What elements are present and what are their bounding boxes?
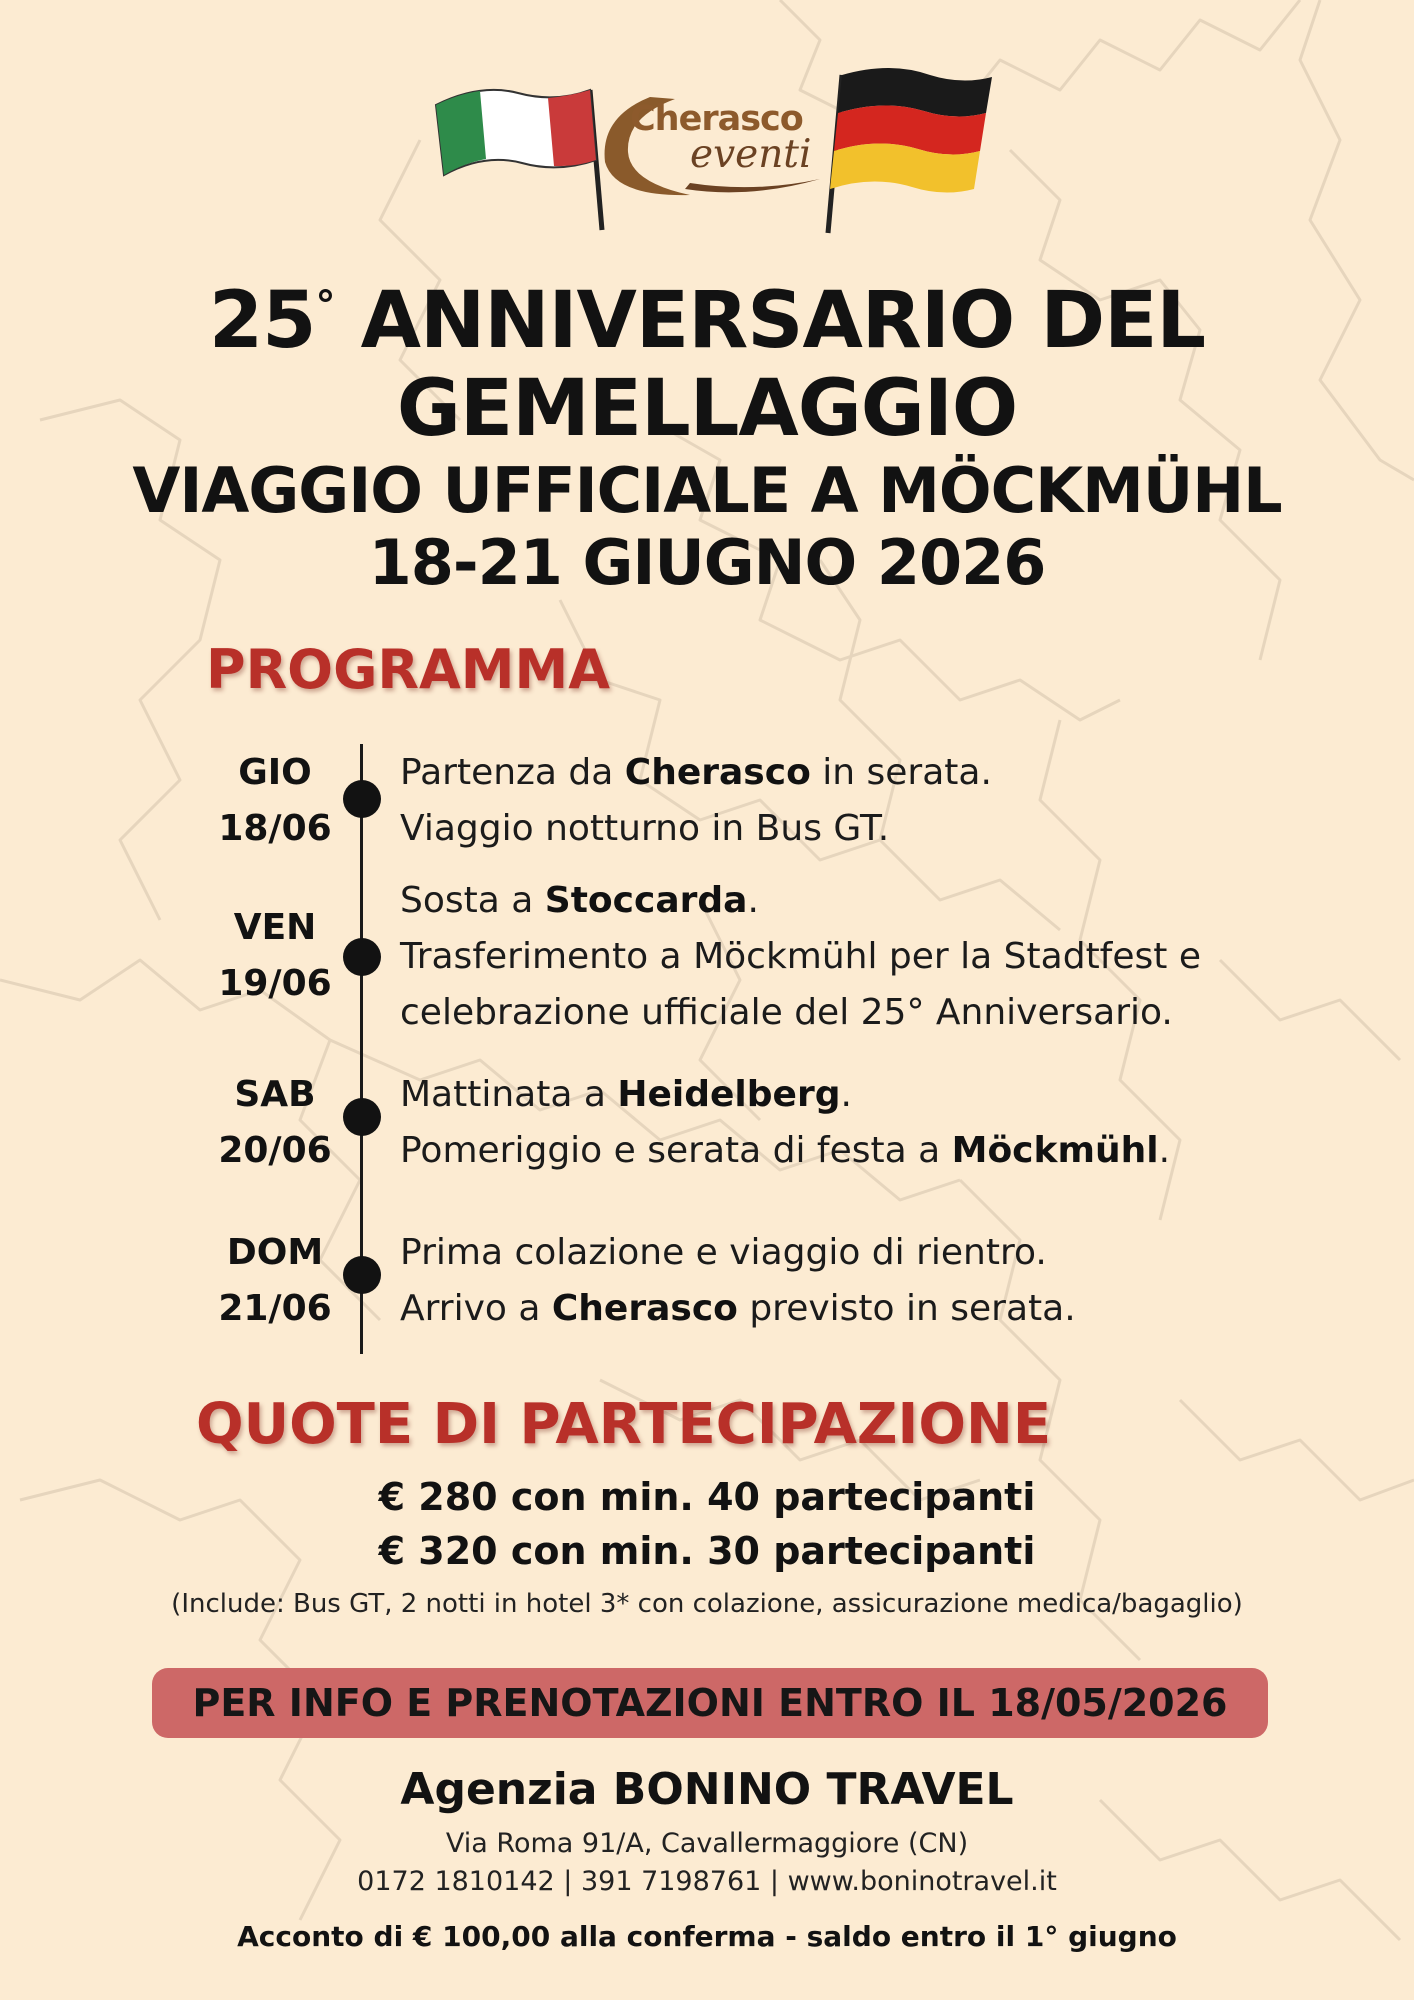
programma-heading: PROGRAMMA [206,638,611,701]
agency-name: Agenzia BONINO TRAVEL [400,1764,1014,1815]
program-description-line [400,1123,1300,1179]
cherasco-eventi-logo [580,77,840,207]
subtitle-trip: VIAGGIO UFFICIALE A MÖCKMÜHL [132,454,1282,527]
description-text: Prima colazione e viaggio di rientro. [400,1232,1047,1273]
price-40-participants: € 280 con min. 40 partecipanti [378,1475,1036,1519]
program-day-label [190,745,360,857]
germany-flag-icon [820,63,1000,242]
program-day-description [400,1225,1300,1337]
program-description-line [400,873,1300,929]
info-deadline-banner: PER INFO E PRENOTAZIONI ENTRO IL 18/05/2026 [152,1668,1268,1738]
program-day-name: GIO [238,752,312,793]
quote-heading: QUOTE DI PARTECIPAZIONE [196,1392,1052,1457]
description-text: Viaggio notturno in Bus GT. [400,808,890,849]
title-block [0,262,1414,599]
place-name: Möckmühl [951,1130,1159,1171]
program-day-label [190,900,360,1012]
description-text: Mattinata a [400,1074,618,1115]
deposit-note: Acconto di € 100,00 alla conferma - saldo entro il 1° giugno [237,1920,1177,1953]
prices-block [0,1470,1414,1624]
description-text: Trasferimento a Möckmühl per la Stadtfest e [400,936,1201,977]
title-line-1: 25° ANNIVERSARIO DEL [208,276,1206,366]
program-description-line [400,1225,1300,1281]
program-day-date: 21/06 [218,1288,332,1329]
description-text: celebrazione ufficiale del 25° Anniversario. [400,992,1173,1033]
includes-note: (Include: Bus GT, 2 notti in hotel 3* con colazione, assicurazione medica/bagaglio) [171,1589,1243,1619]
program-day-date: 18/06 [218,808,332,849]
timeline-dot [343,1256,381,1294]
agency-block [0,1755,1414,1957]
program-day-label [190,1067,360,1179]
description-text: Arrivo a [400,1288,552,1329]
program-description-line [400,929,1300,985]
header [0,55,1414,235]
timeline-dot [343,1098,381,1136]
program-day-date: 20/06 [218,1130,332,1171]
place-name: Cherasco [624,752,811,793]
program-day-name: SAB [234,1074,316,1115]
logo-eventi-text: eventi [690,132,812,177]
title-line-2: GEMELLAGGIO [396,364,1018,454]
price-30-participants: € 320 con min. 30 partecipanti [378,1529,1036,1573]
program-description-line [400,985,1300,1041]
program-day-description [400,873,1300,1041]
logo-cherasco-text: Cherasco [630,99,803,139]
program-day-description [400,1067,1300,1179]
place-name: Stoccarda [544,880,748,921]
description-text: . [747,880,759,921]
subtitle-dates: 18-21 GIUGNO 2026 [368,526,1046,599]
program-day-name: VEN [233,907,317,948]
place-name: Cherasco [551,1288,738,1329]
description-text: . [840,1074,852,1115]
description-text: . [1158,1130,1171,1171]
agency-address: Via Roma 91/A, Cavallermaggiore (CN) [445,1828,969,1859]
description-text: previsto in serata. [737,1288,1076,1329]
agency-contacts[interactable]: 0172 1810142 | 391 7198761 | www.boninotravel.it [357,1866,1057,1897]
program-day-description [400,745,1300,857]
program-description-line [400,1281,1300,1337]
program-description-line [400,745,1300,801]
program-day-label [190,1225,360,1337]
program-day-name: DOM [226,1232,324,1273]
description-text: Pomeriggio e serata di festa a [400,1130,952,1171]
description-text: in serata. [810,752,992,793]
program-day-date: 19/06 [218,963,332,1004]
timeline-dot [343,938,381,976]
description-text: Sosta a [400,880,545,921]
timeline-dot [343,780,381,818]
description-text: Partenza da [400,752,625,793]
program-description-line [400,801,1300,857]
place-name: Heidelberg [617,1074,841,1115]
program-description-line [400,1067,1300,1123]
